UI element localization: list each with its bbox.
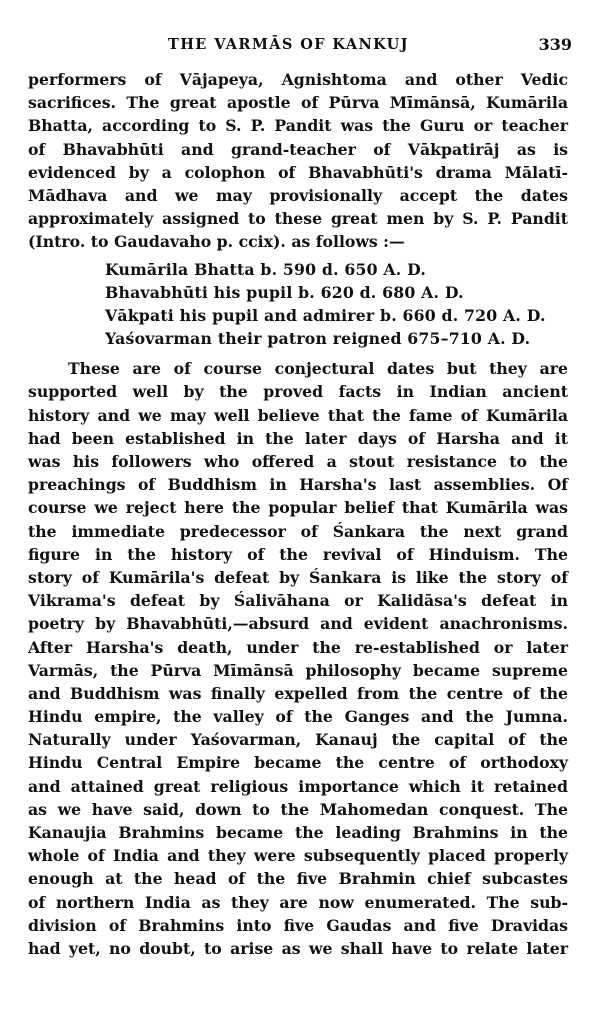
- text-line: Kanaujia Brahmins became the leading Brahmins in the: [28, 823, 568, 842]
- text-line: Vikrama's defeat by Śalivāhana or Kalidāsa's defeat in: [28, 591, 568, 611]
- paragraph-2: [28, 357, 568, 960]
- paragraph-1: [28, 68, 568, 254]
- list-item: Kumārila Bhatta b. 590 d. 650 A. D.: [105, 259, 427, 279]
- text-line: performers of Vājapeya, Agnishtoma and other Vedic: [28, 70, 568, 89]
- text-line: poetry by Bhavabhūti,—absurd and evident anachronisms.: [28, 614, 568, 634]
- text-line: Hindu empire, the valley of the Ganges and the Jumna.: [28, 707, 568, 727]
- running-header: [28, 36, 572, 62]
- text-line: preachings of Buddhism in Harsha's last assemblies. Of: [28, 475, 568, 495]
- text-line: had been established in the later days of Harsha and it: [28, 428, 568, 448]
- text-line: supported well by the proved facts in Indian ancient: [28, 382, 568, 402]
- list-item: Yaśovarman their patron reigned 675–710 A. D.: [105, 329, 531, 349]
- text-line: Hindu Central Empire became the centre of orthodoxy: [28, 753, 568, 773]
- text-line: Bhatta, according to S. P. Pandit was the Guru or teacher: [28, 116, 568, 136]
- text-line: the immediate predecessor of Śankara the next grand: [28, 521, 568, 541]
- text-line: of Bhavabhūti and grand-teacher of Vākpatirāj as is: [28, 139, 568, 159]
- dates-list: [28, 258, 568, 351]
- text-line: Naturally under Yaśovarman, Kanauj the capital of the: [28, 730, 568, 750]
- text-line: story of Kumārila's defeat by Śankara is like the story of: [28, 567, 568, 587]
- text-line: sacrifices. The great apostle of Pūrva Mīmānsā, Kumārila: [28, 93, 568, 113]
- text-line: evidenced by a colophon of Bhavabhūti's drama Mālatī-: [28, 162, 568, 182]
- list-item: Bhavabhūti his pupil b. 620 d. 680 A. D.: [105, 282, 464, 302]
- text-line: figure in the history of the revival of Hinduism. The: [28, 544, 568, 564]
- text-line: was his followers who offered a stout resistance to the: [28, 452, 568, 471]
- text-line: whole of India and they were subsequently placed properly: [28, 846, 568, 866]
- text-line: (Intro. to Gaudavaho p. ccix). as follows :—: [28, 232, 405, 252]
- text-line: and attained great religious importance which it retained: [28, 776, 568, 796]
- text-line: After Harsha's death, under the re-established or later: [28, 637, 568, 657]
- text-line: approximately assigned to these great men by S. P. Pandit: [28, 209, 568, 229]
- text-line: Varmās, the Pūrva Mīmānsā philosophy became supreme: [28, 660, 568, 680]
- text-line: had yet, no doubt, to arise as we shall have to relate later: [28, 938, 568, 958]
- text-line: course we reject here the popular belief that Kumārila was: [28, 498, 568, 518]
- list-item: Vākpati his pupil and admirer b. 660 d. 720 A. D.: [105, 305, 546, 325]
- text-line: as we have said, down to the Mahomedan conquest. The: [28, 799, 568, 819]
- body-text: [28, 68, 568, 960]
- text-line: Mādhava and we may provisionally accept the dates: [28, 185, 568, 205]
- running-title: THE VARMĀS OF KANKUJ: [168, 36, 409, 53]
- text-line: division of Brahmins into five Gaudas and five Dravidas: [28, 915, 568, 935]
- text-line: enough at the head of the five Brahmin chief subcastes: [28, 869, 568, 889]
- text-line: and Buddhism was finally expelled from the centre of the: [28, 683, 568, 703]
- text-line: history and we may well believe that the fame of Kumārila: [28, 405, 568, 425]
- text-line: of northern India as they are now enumerated. The sub-: [28, 892, 568, 912]
- text-line: These are of course conjectural dates but they are: [68, 359, 568, 379]
- page-number: 339: [538, 35, 572, 54]
